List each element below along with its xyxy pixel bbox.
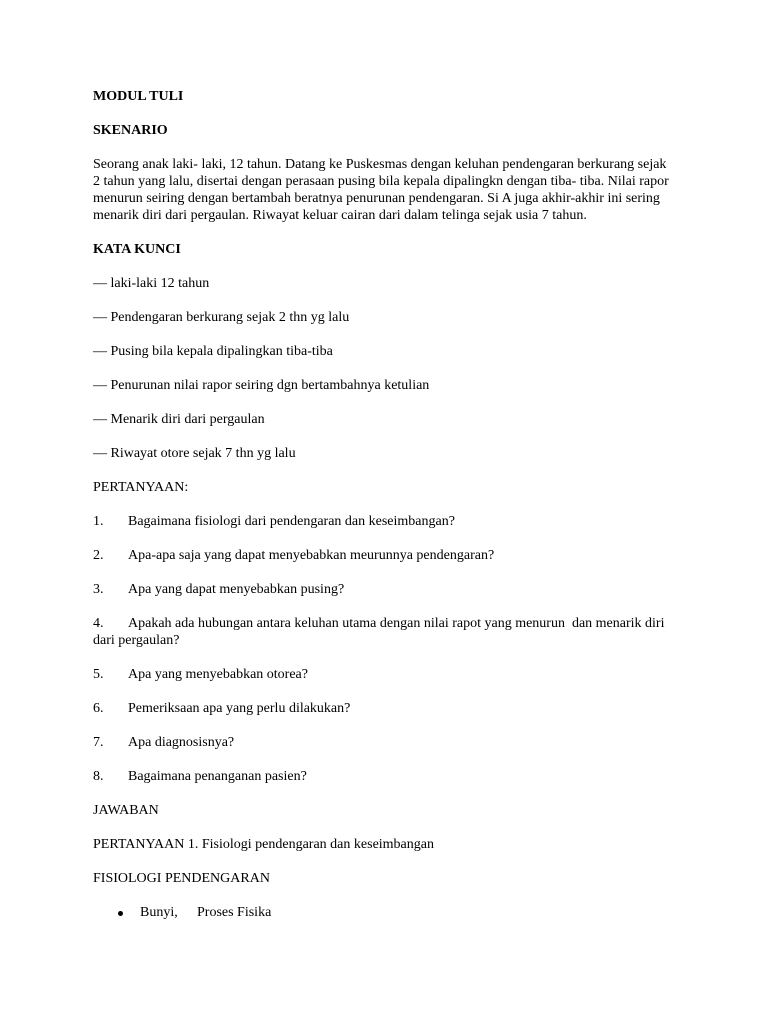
question-text: Apa yang menyebabkan otorea?	[128, 667, 308, 682]
question-number: 8.	[93, 769, 104, 784]
question-item	[93, 513, 675, 530]
question-text: Bagaimana fisiologi dari pendengaran dan keseimbangan?	[128, 514, 455, 529]
question-number: 5.	[93, 667, 104, 682]
bullet-list	[93, 904, 675, 921]
question-text: Apakah ada hubungan antara keluhan utama dengan nilai rapot yang menurun dan menarik diri dari pergaulan?	[93, 616, 668, 648]
keywords-heading: KATA KUNCI	[93, 242, 181, 257]
question-number: 4.	[93, 616, 104, 631]
document-page	[93, 88, 675, 921]
question-item	[93, 547, 675, 564]
scenario-text: Seorang anak laki- laki, 12 tahun. Datang ke Puskesmas dengan keluhan pendengaran berkurang sejak 2 tahun yang lalu, disertai dengan perasaan pusing bila kepala dipalingkn dengan tiba- tiba. Nilai rapor menurun seiring dengan bertambah beratnya penurunan pendengaran. Si A juga akhir-akhir ini sering menarik diri dari pergaulan. Riwayat keluar cairan dari dalam telinga sejak usia 7 tahun.	[93, 157, 669, 223]
bullet-term: Bunyi,	[140, 905, 178, 920]
question-item	[93, 768, 675, 785]
question-text: Apa yang dapat menyebabkan pusing?	[128, 582, 345, 597]
keyword-item: — Menarik diri dari pergaulan	[93, 412, 265, 427]
question-number: 1.	[93, 514, 104, 529]
scenario-heading: SKENARIO	[93, 123, 168, 138]
keyword-item: — Pusing bila kepala dipalingkan tiba-tiba	[93, 344, 333, 359]
keyword-list	[93, 275, 675, 462]
bullet-text: Proses Fisika	[197, 905, 272, 920]
bullet-item	[93, 904, 675, 921]
question-item	[93, 734, 675, 751]
question-item	[93, 666, 675, 683]
question-list	[93, 513, 675, 785]
keyword-item: — Pendengaran berkurang sejak 2 thn yg lalu	[93, 310, 350, 325]
question-text: Apa-apa saja yang dapat menyebabkan meurunnya pendengaran?	[128, 548, 495, 563]
question-number: 3.	[93, 582, 104, 597]
keyword-item: — Penurunan nilai rapor seiring dgn bertambahnya ketulian	[93, 378, 430, 393]
physiology-heading: FISIOLOGI PENDENGARAN	[93, 871, 270, 886]
keyword-item: — laki-laki 12 tahun	[93, 276, 210, 291]
question-number: 7.	[93, 735, 104, 750]
question-number: 6.	[93, 701, 104, 716]
question-item	[93, 581, 675, 598]
answers-heading: JAWABAN	[93, 803, 159, 818]
document-title: MODUL TULI	[93, 89, 184, 104]
keyword-item: — Riwayat otore sejak 7 thn yg lalu	[93, 446, 296, 461]
question-number: 2.	[93, 548, 104, 563]
question-text: Pemeriksaan apa yang perlu dilakukan?	[128, 701, 351, 716]
question-item	[93, 615, 675, 649]
question-text: Bagaimana penanganan pasien?	[128, 769, 307, 784]
answer-1-heading: PERTANYAAN 1. Fisiologi pendengaran dan keseimbangan	[93, 837, 434, 852]
question-text: Apa diagnosisnya?	[128, 735, 235, 750]
bullet-dot-icon	[118, 911, 123, 916]
questions-heading: PERTANYAAN:	[93, 480, 189, 495]
question-item	[93, 700, 675, 717]
